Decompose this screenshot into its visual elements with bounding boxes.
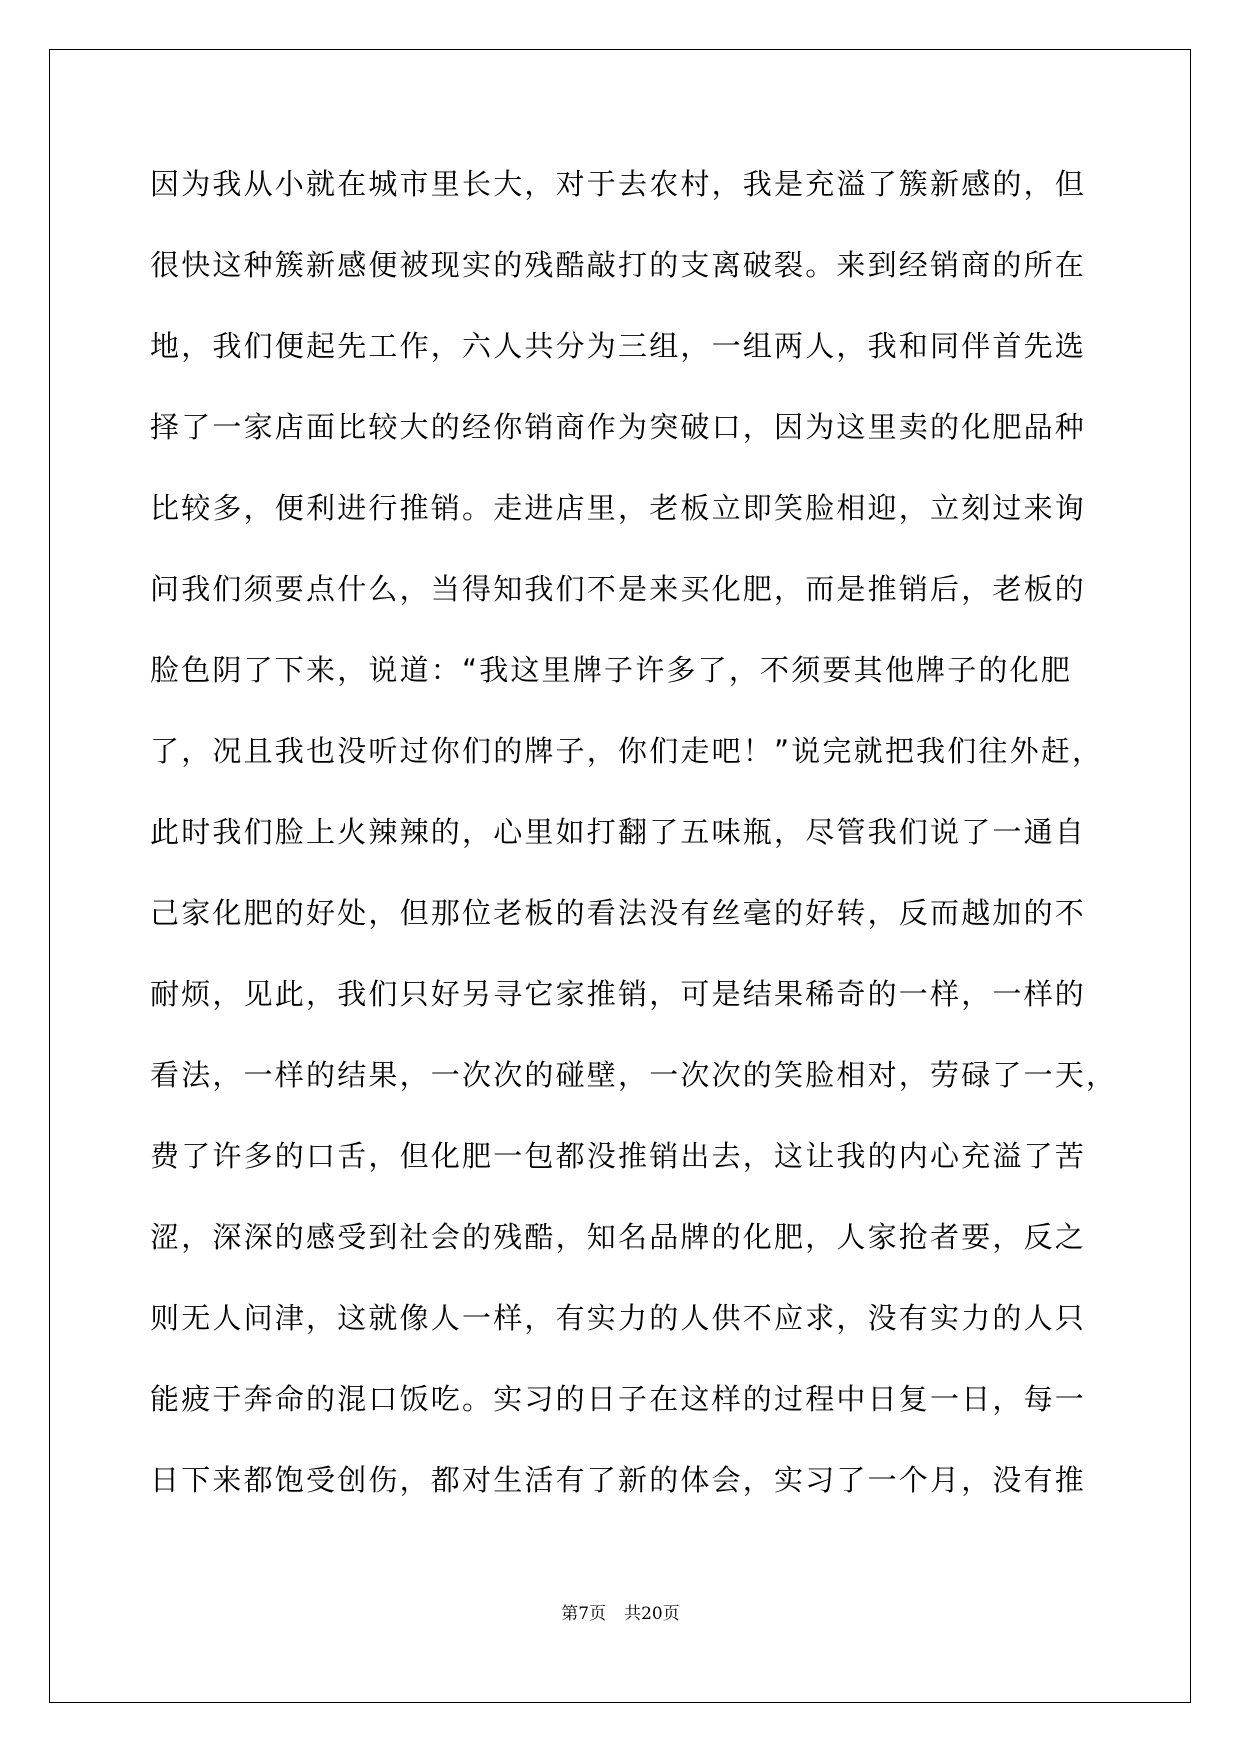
text-line: 此时我们脸上火辣辣的，心里如打翻了五味瓶，尽管我们说了一通自 — [150, 815, 1087, 849]
text-line: 己家化肥的好处，但那位老板的看法没有丝毫的好转，反而越加的不 — [150, 896, 1087, 930]
current-page-number: 第7页 — [561, 1604, 607, 1624]
body-paragraph — [150, 144, 1118, 1521]
text-line: 问我们须要点什么，当得知我们不是来买化肥，而是推销后，老板的 — [150, 572, 1087, 606]
text-line: 耐烦，见此，我们只好另寻它家推销，可是结果稀奇的一样，一样的 — [150, 977, 1087, 1011]
text-line: 则无人问津，这就像人一样，有实力的人供不应求，没有实力的人只 — [150, 1301, 1087, 1335]
total-page-count: 共20页 — [624, 1604, 680, 1624]
text-line: 涩，深深的感受到社会的残酷，知名品牌的化肥，人家抢者要，反之 — [150, 1220, 1087, 1254]
text-line: 很快这种簇新感便被现实的残酷敲打的支离破裂。来到经销商的所在 — [150, 248, 1087, 282]
text-line: 比较多，便利进行推销。走进店里，老板立即笑脸相迎，立刻过来询 — [150, 491, 1087, 525]
text-line: 了，况且我也没听过你们的牌子，你们走吧！”说完就把我们往外赶， — [150, 734, 1104, 768]
text-line: 看法，一样的结果，一次次的碰壁，一次次的笑脸相对，劳碌了一天， — [150, 1058, 1118, 1092]
text-line: 费了许多的口舌，但化肥一包都没推销出去，这让我的内心充溢了苦 — [150, 1139, 1087, 1173]
text-line: 能疲于奔命的混口饭吃。实习的日子在这样的过程中日复一日，每一 — [150, 1382, 1087, 1416]
page-footer — [0, 1602, 1241, 1626]
text-line: 因为我从小就在城市里长大，对于去农村，我是充溢了簇新感的，但 — [150, 167, 1087, 201]
text-line: 择了一家店面比较大的经你销商作为突破口，因为这里卖的化肥品种 — [150, 410, 1087, 444]
text-line: 脸色阴了下来，说道：“我这里牌子许多了，不须要其他牌子的化肥 — [150, 653, 1073, 687]
text-line: 地，我们便起先工作，六人共分为三组，一组两人，我和同伴首先选 — [150, 329, 1087, 363]
text-line: 日下来都饱受创伤，都对生活有了新的体会，实习了一个月，没有推 — [150, 1463, 1087, 1497]
